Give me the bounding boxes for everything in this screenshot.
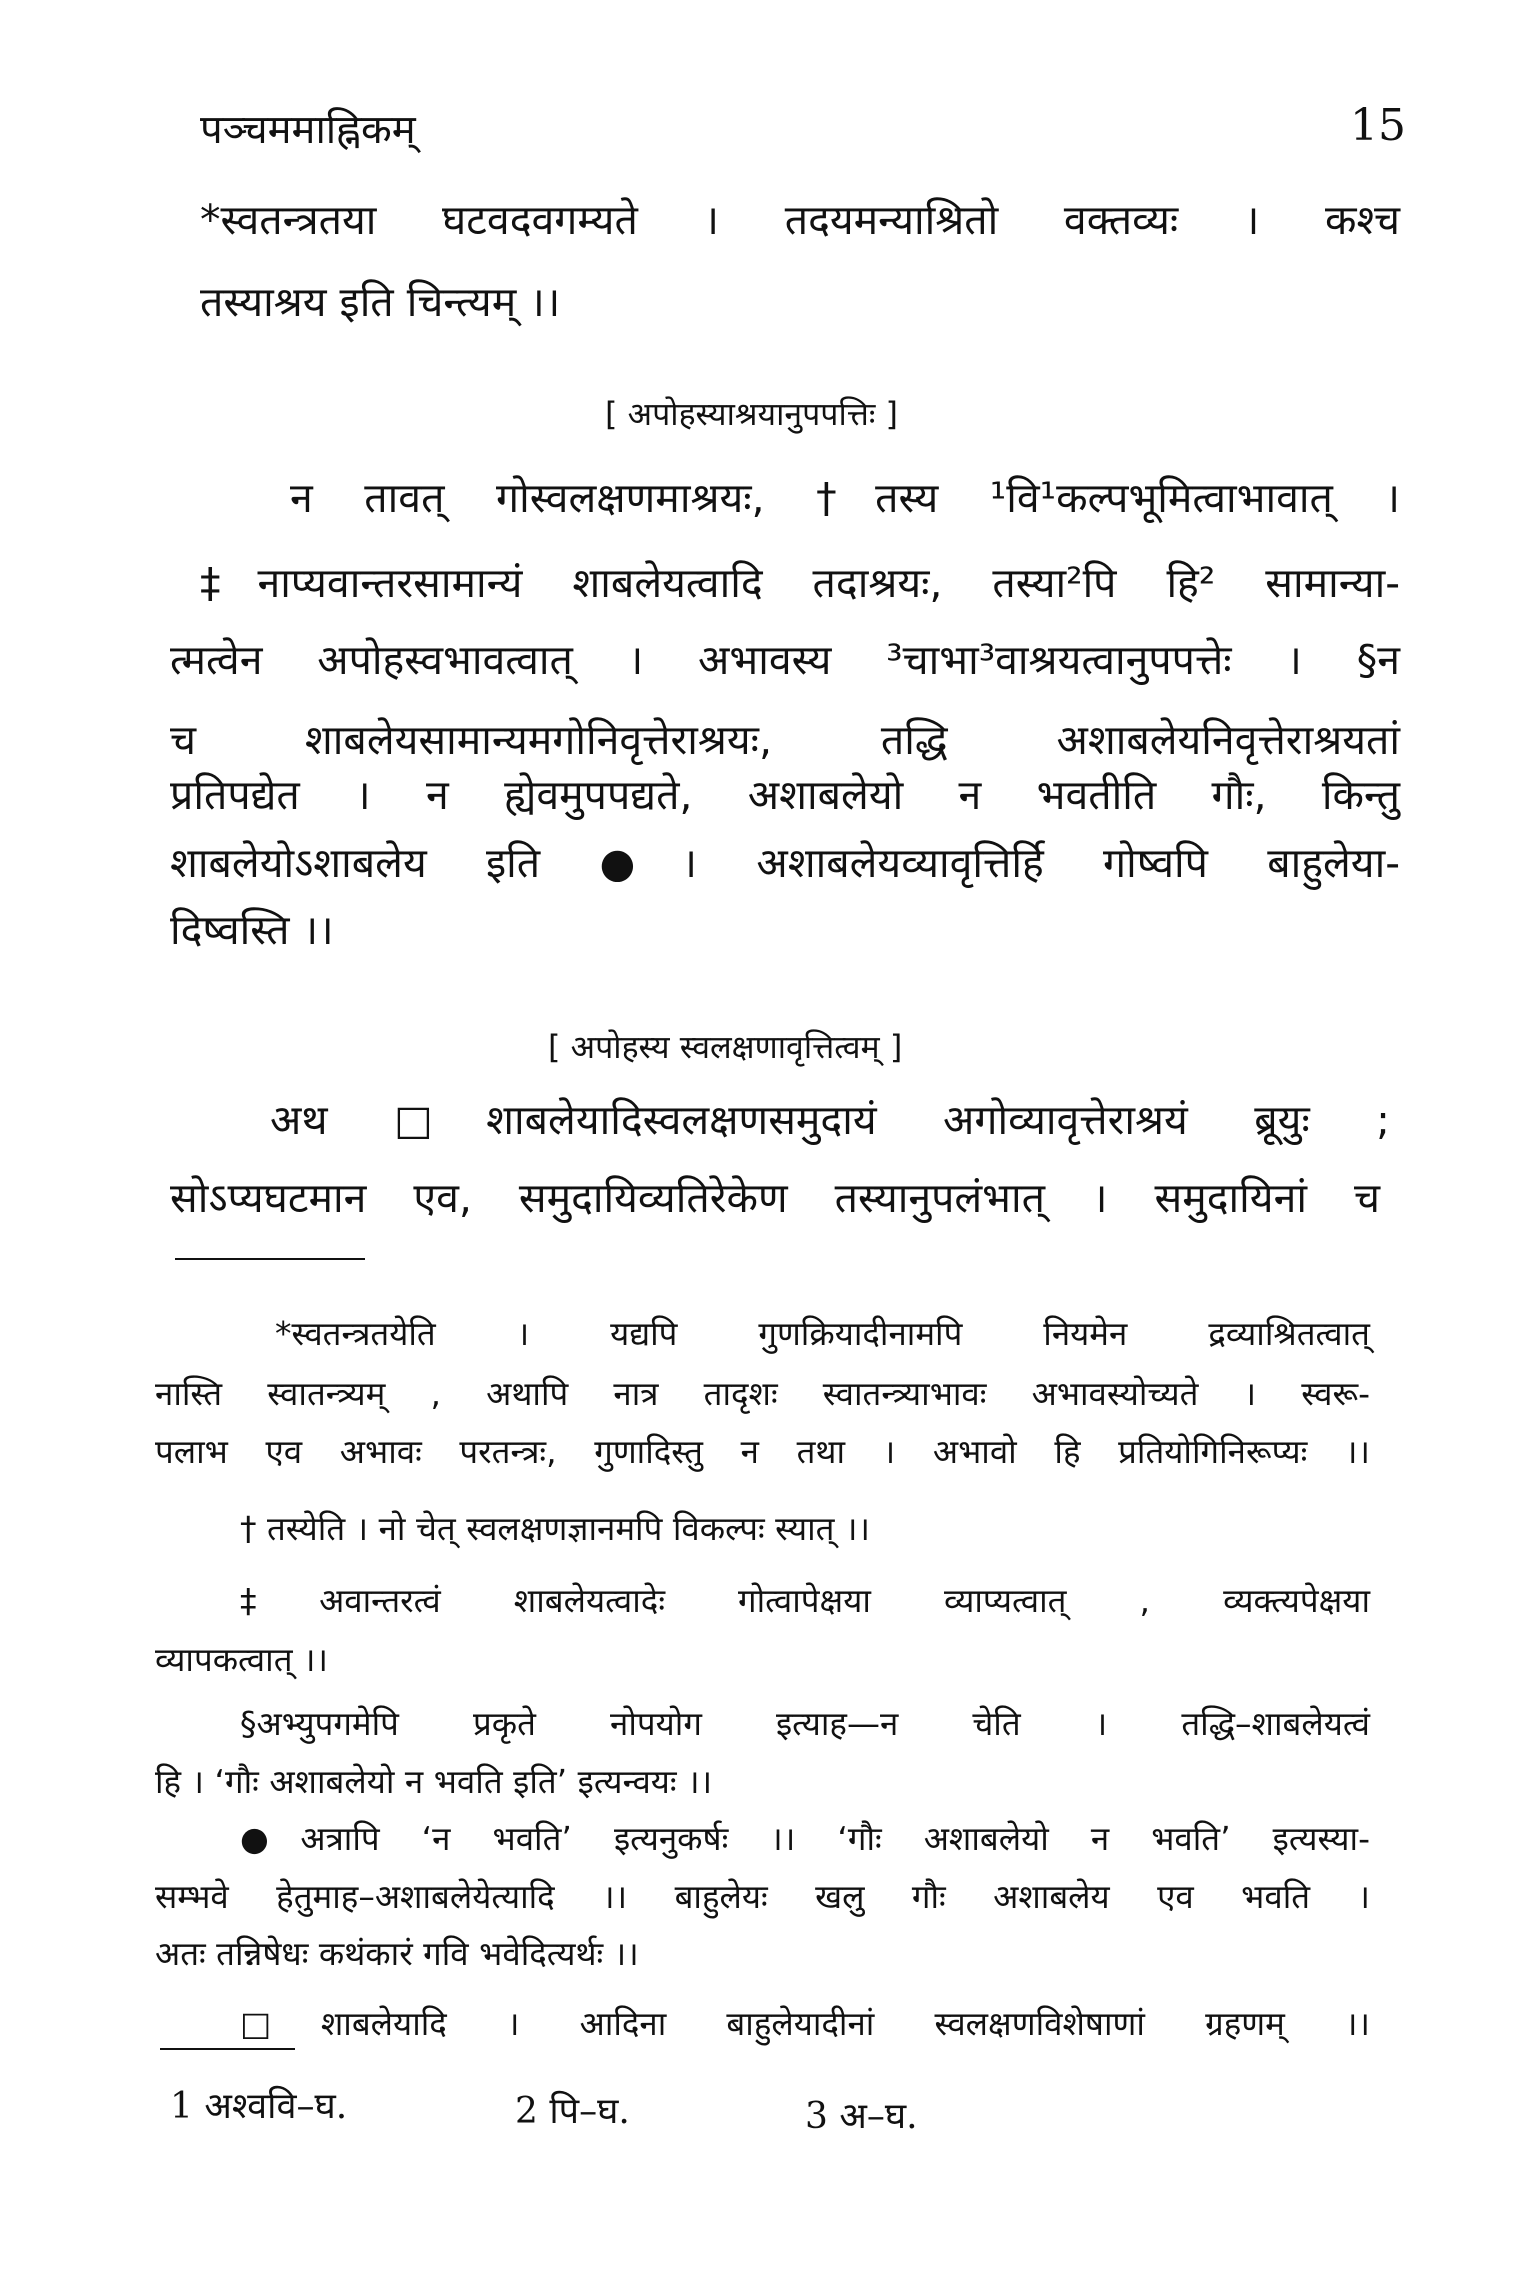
note-line-12: □शाबलेयादि । आदिना बाहुलेयादीनां स्वलक्षणविशेषाणां ग्रहणम् ।।	[240, 2004, 1370, 2043]
note-line-6: व्यापकत्वात् ।।	[155, 1640, 329, 1679]
para2-line-7: दिष्वस्ति ।।	[170, 906, 334, 954]
para2-line-4: च शाबलेयसामान्यमगोनिवृत्तेराश्रयः, तद्धि अशाबलेयनिवृत्तेराश्रयतां	[170, 716, 1400, 764]
note-line-10: सम्भवे हेतुमाह–अशाबलेयेत्यादि ।। बाहुलेयः खलु गौः अशाबलेय एव भवति ।	[155, 1877, 1370, 1916]
note-line-11: अतः तन्निषेधः कथंकारं गवि भवेदित्यर्थः ।।	[155, 1934, 639, 1973]
footnote-2: 2 पि–घ.	[515, 2091, 630, 2132]
running-head: पञ्चममाह्निकम्	[200, 107, 416, 153]
para2-line-1: न तावत् गोस्वलक्षणमाश्रयः, †तस्य ¹वि¹कल्पभूमित्वाभावात् ।	[290, 474, 1400, 522]
para2-line-3: त्मत्वेन अपोहस्वभावत्वात् । अभावस्य ³चाभा³वाश्रयत्वानुपपत्तेः । §न	[170, 636, 1400, 684]
section-heading-2: [ अपोहस्य स्वलक्षणावृत्तित्वम् ]	[548, 1028, 903, 1066]
page-number: 15	[1350, 100, 1406, 151]
note-line-4: † तस्येति । नो चेत् स्वलक्षणज्ञानमपि विकल्पः स्यात् ।।	[240, 1509, 870, 1548]
para3-line-2: सोऽप्यघटमान एव, समुदायिव्यतिरेकेण तस्यानुपलंभात् । समुदायिनां च	[170, 1174, 1380, 1222]
footnote-separator-rule	[160, 2048, 295, 2050]
para1-line-1: *स्वतन्त्रतया घटवदवगम्यते । तदयमन्याश्रितो वक्तव्यः । कश्च	[200, 196, 1400, 244]
note-line-9: ●अत्रापि ‘न भवति’ इत्यनुकर्षः ।। ‘गौः अशाबलेयो न भवति’ इत्यस्या-	[240, 1819, 1370, 1858]
note-line-5: ‡अवान्तरत्वं शाबलेयत्वादेः गोत्वापेक्षया व्याप्यत्वात् , व्यक्त्यपेक्षया	[240, 1581, 1370, 1620]
para3-line-1: अथ □शाबलेयादिस्वलक्षणसमुदायं अगोव्यावृत्तेराश्रयं ब्रूयुः ;	[270, 1096, 1390, 1144]
notes-separator-rule	[175, 1258, 365, 1260]
note-line-1: *स्वतन्त्रतयेति । यद्यपि गुणक्रियादीनामपि नियमेन द्रव्याश्रितत्वात्	[275, 1314, 1370, 1353]
footnote-1: 1 अश्ववि–घ.	[170, 2086, 348, 2127]
note-line-3: पलाभ एव अभावः परतन्त्रः, गुणादिस्तु न तथा । अभावो हि प्रतियोगिनिरूप्यः ।।	[155, 1432, 1370, 1471]
para2-line-5: प्रतिपद्येत । न ह्येवमुपपद्यते, अशाबलेयो न भवतीति गौः, किन्तु	[170, 771, 1400, 819]
footnote-3: 3 अ–घ.	[805, 2096, 918, 2137]
para2-line-6: शाबलेयोऽशाबलेय इति ●। अशाबलेयव्यावृत्तिर्हि गोष्वपि बाहुलेया-	[170, 839, 1400, 887]
section-heading-1: [ अपोहस्याश्रयानुपपत्तिः ]	[605, 395, 898, 433]
note-line-8: हि । ‘गौः अशाबलेयो न भवति इति’ इत्यन्वयः ।।	[155, 1762, 713, 1801]
note-line-2: नास्ति स्वातन्त्र्यम् , अथापि नात्र तादृशः स्वातन्त्र्याभावः अभावस्योच्यते । स्वरू-	[155, 1374, 1370, 1413]
para2-line-2: ‡नाप्यवान्तरसामान्यं शाबलेयत्वादि तदाश्रयः, तस्या²पि हि² सामान्या-	[200, 559, 1400, 607]
para1-line-2: तस्याश्रय इति चिन्त्यम् ।।	[200, 278, 561, 326]
note-line-7: §अभ्युपगमेपि प्रकृते नोपयोग इत्याह—न चेति । तद्धि–शाबलेयत्वं	[240, 1704, 1370, 1743]
